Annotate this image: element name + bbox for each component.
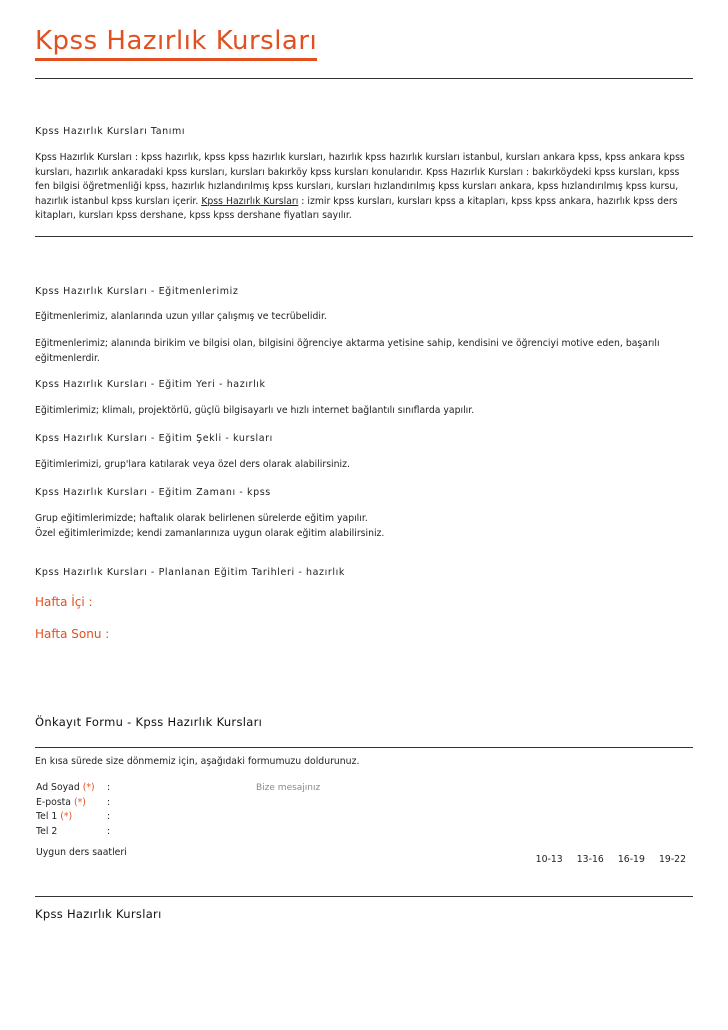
format-heading: Kpss Hazırlık Kursları - Eğitim Şekli - kursları: [35, 433, 273, 444]
email-label-text: E-posta: [36, 797, 72, 808]
timing-heading: Kpss Hazırlık Kursları - Eğitim Zamanı - kpss: [35, 487, 271, 498]
site-title: Kpss Hazırlık Kursları: [35, 26, 317, 61]
footer-heading: Kpss Hazırlık Kursları: [35, 907, 162, 921]
form-heading: Önkayıt Formu - Kpss Hazırlık Kursları: [35, 715, 263, 729]
tel1-label-text: Tel 1: [36, 811, 58, 822]
place-text: Eğitimlerimiz; klimalı, projektörlü, güçlü bilgisayarlı ve hızlı internet bağlantılı sınıflarda yapılır.: [35, 405, 475, 416]
required-mark: (*): [73, 797, 86, 808]
tel2-label-text: Tel 2: [36, 826, 58, 837]
definition-divider: [35, 236, 693, 237]
timing-line1: Grup eğitimlerimizde; haftalık olarak belirlenen sürelerde eğitim yapılır.: [35, 513, 368, 524]
required-mark: (*): [82, 782, 95, 793]
place-heading: Kpss Hazırlık Kursları - Eğitim Yeri - hazırlık: [35, 379, 266, 390]
hours-option[interactable]: 16-19: [617, 854, 645, 865]
hours-label: Uygun ders saatleri: [36, 847, 127, 858]
email-colon: :: [107, 797, 111, 808]
trainers-heading: Kpss Hazırlık Kursları - Eğitmenlerimiz: [35, 286, 239, 297]
name-label: [36, 782, 95, 793]
email-label: [36, 797, 86, 808]
name-label-text: Ad Soyad: [36, 782, 80, 793]
hours-options: [527, 847, 686, 866]
header-divider: [35, 78, 693, 79]
tel2-colon: :: [107, 826, 111, 837]
tel1-label: [36, 811, 72, 822]
trainers-para2: Eğitmenlerimiz; alanında birikim ve bilgisi olan, bilgisini öğrenciye aktarma yetisine sahip, kendisini ve öğrenciyi motive eden, başarılı eğitmenlerdir.: [35, 338, 660, 364]
tel2-label: [36, 826, 57, 837]
weekday-label: Hafta İçi :: [35, 595, 93, 609]
trainers-para1: Eğitmenlerimiz, alanlarında uzun yıllar çalışmış ve tecrübelidir.: [35, 311, 327, 322]
name-colon: :: [107, 782, 111, 793]
weekend-label: Hafta Sonu :: [35, 627, 110, 641]
form-intro: En kısa sürede size dönmemiz için, aşağıdaki formumuzu doldurunuz.: [35, 756, 360, 767]
hours-option[interactable]: 13-16: [576, 854, 604, 865]
footer-divider: [35, 896, 693, 897]
message-textarea[interactable]: Bize mesajınız: [256, 783, 321, 793]
timing-text: [35, 512, 690, 541]
hours-option[interactable]: 19-22: [658, 854, 686, 865]
schedule-heading: Kpss Hazırlık Kursları - Planlanan Eğitim Tarihleri - hazırlık: [35, 567, 345, 578]
timing-line2: Özel eğitimlerimizde; kendi zamanlarınıza uygun olarak eğitim alabilirsiniz.: [35, 527, 385, 539]
required-mark: (*): [60, 811, 73, 822]
tel1-colon: :: [107, 811, 111, 822]
definition-link[interactable]: Kpss Hazırlık Kursları: [201, 195, 299, 207]
format-text: Eğitimlerimizi, grup'lara katılarak veya özel ders olarak alabilirsiniz.: [35, 459, 350, 470]
definition-text: [35, 151, 690, 224]
form-divider: [35, 747, 693, 748]
definition-text-part1: Kpss Hazırlık Kursları : kpss hazırlık, kpss kpss hazırlık kursları, hazırlık kpss hazırlık kursları istanbul, kursları ankara kpss, kpss ankara kpss kursları, hazırlık ankaradaki kpss kursları, kursları bakırköy kpss kursları konularıdır. Kpss Hazırlık Kursları : bakırköydeki kpss kursları, kpss fen bilgisi öğretmenliği kpss, hazırlık hızlandırılmış kpss kursları, kursları hızlandırılmış kpss kursları ankara, kpss hızlandırılmış kpss kursu, hazırlık istanbul kpss kursları içerir.: [35, 152, 685, 207]
hours-option[interactable]: 10-13: [535, 854, 563, 865]
definition-text-part2: : izmir kpss kursları, kursları kpss a kitapları, kpss kpss ankara, hazırlık kpss ders kitapları, kursları kpss dershane, kpss kpss dershane fiyatları sayılır.: [35, 195, 678, 221]
definition-heading: Kpss Hazırlık Kursları Tanımı: [35, 126, 186, 137]
